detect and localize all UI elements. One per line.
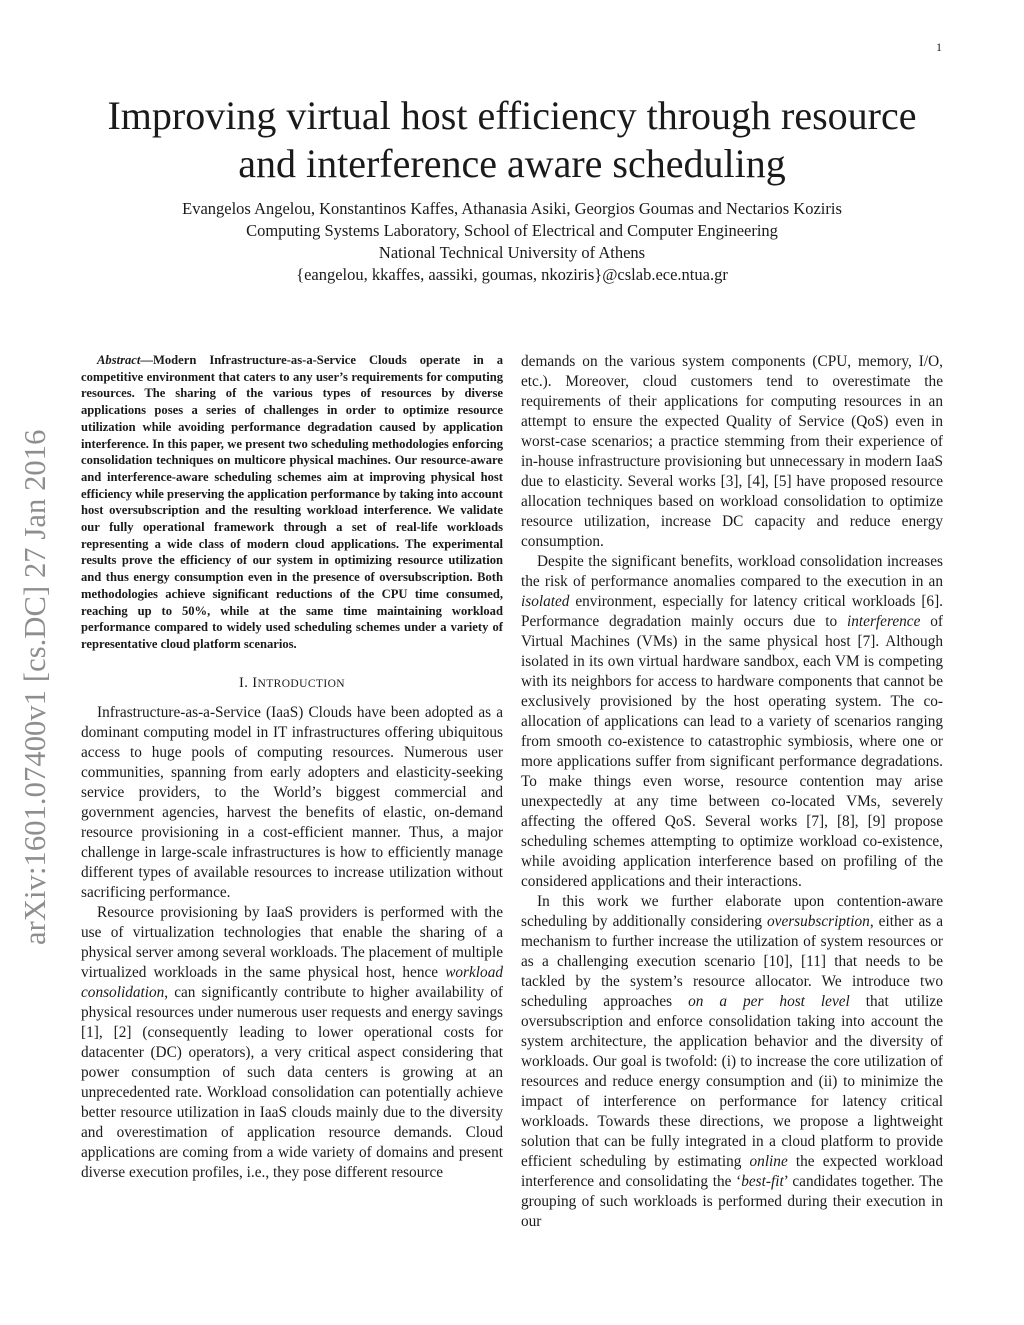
paragraph-text: ’ candidates together. The grouping of such workloads is performed during their execution in our — [521, 1173, 943, 1230]
paragraph-text: Resource provisioning by IaaS providers is performed with the use of virtualization technologies that enable the sharing of a physical server among several workloads. The placement of multiple virtualized workloads in the same physical host, hence — [81, 903, 503, 981]
paragraph-text: of Virtual Machines (VMs) in the same physical host [7]. Although isolated in its own virtual hardware sandbox, each VM is competing with its neighbors for access to hardware components that cannot be exclusively provisioned by the host operating system. The co-allocation of applications can lead to a variety of scenarios ranging from smooth co-existence to catastrophic symbiosis, where one or more applications suffer from significant performance degradations. To make things even worse, resource contention may arise unexpectedly at any time between co-located VMs, severely affecting the offered QoS. Several works [7], [8], [9] propose scheduling schemes attempting to optimize workload co-existence, while avoiding application interference based on profiling of the considered applications and their interactions. — [521, 613, 943, 890]
section-title-rest: NTRODUCTION — [257, 677, 345, 690]
section-title-initial: I — [252, 674, 258, 691]
paragraph-text: , can significantly contribute to higher availability of physical resources under numerous user requests and energy savings [1], [2] (consequently leading to lower operational costs for datacenter (DC) operators), a very critical aspect considering that power consumption of such data centers is growing at an unprecedented rate. Workload consolidation can potentially achieve better resource utilization in IaaS clouds mainly due to the diversity and overestimation of application resource demands. Cloud applications are coming from a wide variety of domains and present diverse execution profiles, i.e., they pose different resource — [81, 983, 503, 1181]
paper-title — [60, 92, 964, 188]
left-column — [81, 352, 503, 1183]
paragraph-text: that utilize oversubscription and enforce consolidation taking into account the system architecture, the application behavior and the diversity of workloads. Our goal is twofold: (i) to increase the core utilization of resources and reduce energy consumption and (ii) to minimize the impact of interference on performance for latency critical workloads. Towards these directions, we propose a lightweight solution that can be fully integrated in a cloud platform to provide efficient scheduling by estimating — [521, 993, 943, 1170]
title-line-2: and interference aware scheduling — [238, 141, 786, 186]
paragraph-text: environment, especially for latency critical workloads [6]. Performance degradation mainly occurs due to — [521, 593, 943, 630]
emphasis-text: best-fit — [741, 1173, 784, 1190]
author-names: Evangelos Angelou, Konstantinos Kaffes, Athanasia Asiki, Georgios Goumas and Nectarios Koziris — [182, 199, 842, 218]
title-line-1: Improving virtual host efficiency through resource — [107, 93, 917, 138]
abstract — [81, 352, 503, 653]
author-block — [60, 198, 964, 286]
emphasis-text: isolated — [521, 593, 570, 610]
affiliation-university: National Technical University of Athens — [378, 243, 646, 262]
section-heading-introduction — [81, 673, 503, 694]
abstract-label: Abstract — [97, 353, 141, 367]
section-number: I. — [239, 674, 249, 691]
intro-paragraph-1: Infrastructure-as-a-Service (IaaS) Clouds have been adopted as a dominant computing model in IT infrastructures offering ubiquitous access to huge pools of computing resources. Numerous user communities, spanning from early adopters and elasticity-seeking service providers, to the World’s biggest commercial and government agencies, harvest the benefits of elastic, on-demand resource provisioning in a cost-efficient manner. Thus, a major challenge in large-scale infrastructures is how to efficiently manage different types of available resources to increase utilization without sacrificing performance. — [81, 703, 503, 901]
paragraph-text: Despite the significant benefits, workload consolidation increases the risk of performance anomalies compared to the execution in an — [521, 553, 943, 590]
intro-paragraph-2 — [81, 903, 503, 1183]
emphasis-text: workload consolidation — [81, 963, 503, 1001]
paragraph-text: In this work we further elaborate upon contention-aware scheduling by additionally considering — [521, 893, 943, 930]
emphasis-text: online — [749, 1153, 788, 1170]
paragraph-text: the expected workload interference and consolidating the ‘ — [521, 1153, 943, 1190]
intro-paragraph-4 — [521, 892, 943, 1232]
right-column — [521, 352, 943, 1232]
page-number: 1 — [936, 40, 942, 54]
affiliation-lab: Computing Systems Laboratory, School of Electrical and Computer Engineering — [246, 221, 778, 240]
paragraph-text: , either as a mechanism to further increase the utilization of system resources or as a challenging execution scenario [10], [11] that needs to be tackled by the system’s resource allocator. We introduce two scheduling approaches — [521, 913, 943, 1010]
intro-paragraph-3 — [521, 552, 943, 892]
emphasis-text: on a per host level — [688, 993, 850, 1010]
intro-paragraph-2-continued: demands on the various system components (CPU, memory, I/O, etc.). Moreover, cloud customers tend to overestimate the requirements of their applications for computing resources in an attempt to ensure the expected Quality of Service (QoS) even in worst-case scenarios; a practice stemming from their experience of in-house infrastructure provisioning but unnecessary in modern IaaS due to elasticity. Several works [3], [4], [5] have proposed resource allocation techniques based on workload consolidation to optimize resource utilization, increase DC capacity and reduce energy consumption. — [521, 353, 943, 550]
author-emails: {eangelou, kkaffes, aassiki, goumas, nkoziris}@cslab.ece.ntua.gr — [296, 265, 728, 284]
arxiv-identifier: arXiv:1601.07400v1 [cs.DC] 27 Jan 2016 — [18, 429, 52, 945]
abstract-text: —Modern Infrastructure-as-a-Service Clouds operate in a competitive environment that caters to any user’s requirements for computing resources. The sharing of the various types of resources by diverse applications poses a series of challenges in order to optimize resource utilization while avoiding performance degradation caused by application interference. In this paper, we present two scheduling methodologies enforcing consolidation techniques on multicore physical machines. Our resource-aware and interference-aware scheduling schemes aim at improving physical host efficiency while preserving the application performance by taking into account host oversubscription and the resulting workload interference. We validate our fully operational framework through a set of real-life workloads representing a wide class of modern cloud applications. The experimental results prove the efficiency of our system in optimizing resource utilization and thus energy consumption even in the presence of oversubscription. Both methodologies achieve significant reductions of the CPU time consumed, reaching up to 50%, while at the same time maintaining workload performance compared to widely used scheduling schemes under a variety of representative cloud platform scenarios. — [81, 353, 503, 651]
emphasis-text: oversubscription — [767, 913, 870, 930]
emphasis-text: interference — [847, 613, 921, 630]
